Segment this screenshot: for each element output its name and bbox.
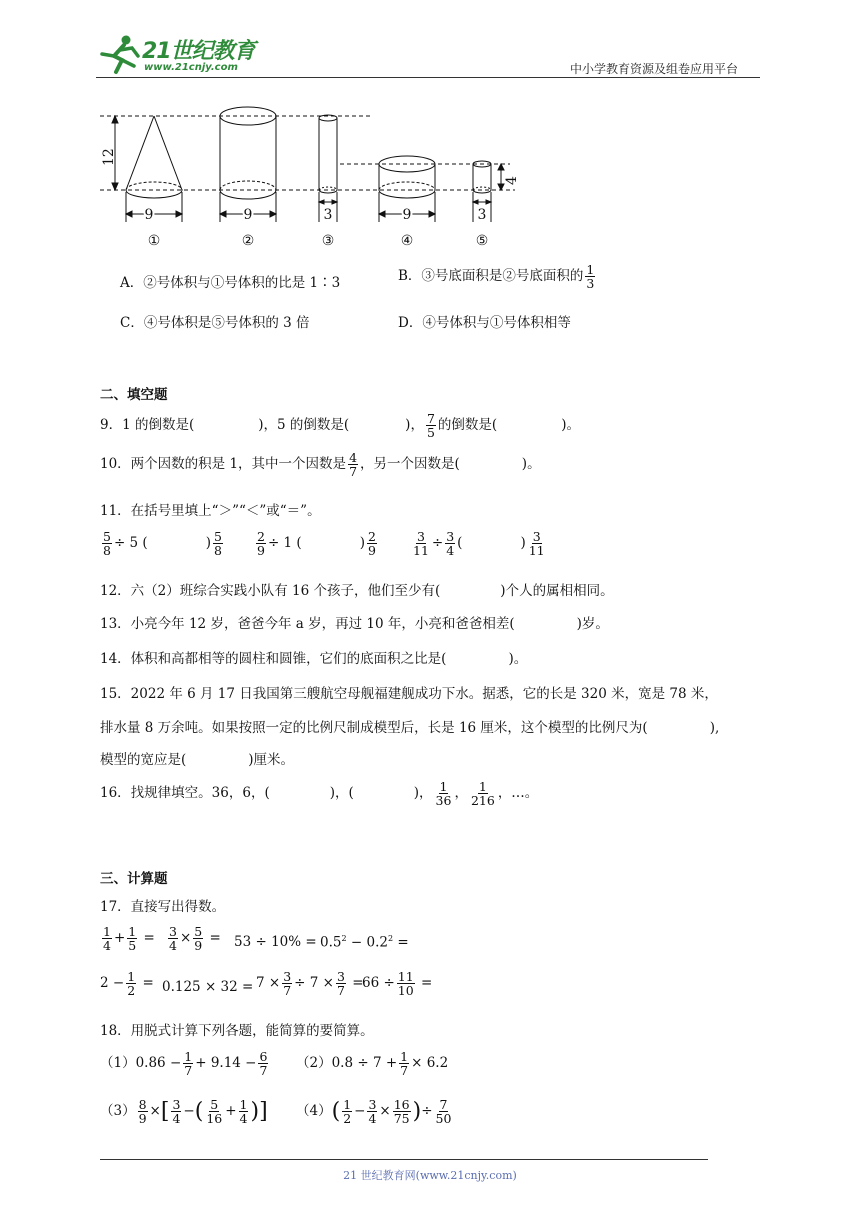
q11-expression-3: $\frac{3}{11}$ ÷ $\frac{3}{4}$ ( ) $\frac{3}{11}$ (413, 529, 545, 559)
q8-option-c: C．④号体积是⑤号体积的 3 倍 (120, 315, 310, 331)
height-12-label: 12 (101, 148, 117, 166)
q17-item-1: $\frac{1}{4}$ + $\frac{1}{5}$ = (103, 924, 155, 954)
q8-option-b: B．③号底面积是②号底面积的 $\frac{1}{3}$ (398, 262, 595, 292)
q17-item-2: $\frac{3}{4}$ × $\frac{5}{9}$ = (169, 924, 221, 954)
question-15-line-2: 排水量 8 万余吨。如果按照一定的比例尺制成模型后，长是 16 厘米，这个模型的比例尺为( ), (100, 720, 720, 736)
shape-number-1: ① (147, 233, 161, 249)
q8-option-a: A．②号体积与①号体积的比是 1∶3 (120, 275, 341, 291)
section-2-title: 二、填空题 (100, 387, 168, 403)
question-11: 11．在括号里填上“＞”“＜”或“＝”。 (100, 503, 321, 519)
question-10: 10．两个因数的积是 1，其中一个因数是 $\frac{4}{7}$ ，另一个因数是( )。 (100, 450, 541, 480)
solids-figure (95, 100, 520, 250)
question-15-line-3: 模型的宽应是( )厘米。 (100, 752, 295, 768)
runner-logo-icon (96, 34, 148, 76)
q17-item-6: 0.125 × 32 = (162, 979, 254, 995)
question-12: 12．六（2）班综合实践小队有 16 个孩子，他们至少有( )个人的属相相同。 (100, 583, 614, 599)
width-label-3: 3 (323, 207, 333, 223)
header-right-text: 中小学教育资源及组卷应用平台 (570, 62, 739, 76)
width-label-2: 9 (243, 207, 253, 223)
width-label-1: 9 (144, 207, 154, 223)
footer-text: 21 世纪教育网(www.21cnjy.com) (343, 1169, 517, 1182)
question-18: 18．用脱式计算下列各题，能简算的要简算。 (100, 1023, 374, 1039)
q17-item-5: 2 − $\frac{1}{2}$ = (100, 969, 154, 999)
question-13: 13．小亮今年 12 岁，爸爸今年 a 岁，再过 10 年，小亮和爸爸相差( )岁。 (100, 616, 609, 632)
question-17: 17．直接写出得数。 (100, 899, 226, 915)
fraction: $\frac{1}{3}$ (586, 262, 595, 292)
header-logo (96, 34, 266, 78)
question-16: 16．找规律填空。36，6，( )，( )， $\frac{1}{36}$ ， $\frac{1}{216}$ ，…。 (100, 779, 539, 809)
logo-url: www.21cnjy.com (144, 62, 238, 73)
question-14: 14．体积和高都相等的圆柱和圆锥，它们的底面积之比是( )。 (100, 651, 528, 667)
q18-part-4: （4）( $\frac{1}{2}$ − $\frac{3}{4}$ × $\frac{16}{75}$ )÷ $\frac{7}{50}$ (296, 1097, 452, 1127)
shape-number-3: ③ (321, 233, 335, 249)
header-rule (96, 77, 760, 78)
q17-item-8: 66 ÷ $\frac{11}{10}$ = (362, 969, 433, 999)
shape-number-5: ⑤ (475, 233, 489, 249)
section-3-title: 三、计算题 (100, 871, 168, 887)
shape-number-4: ④ (400, 233, 414, 249)
q18-part-3: （3） $\frac{8}{9}$ ×[ $\frac{3}{4}$ −( $\frac{5}{16}$ + $\frac{1}{4}$ )] (100, 1097, 268, 1127)
width-label-4: 9 (402, 207, 412, 223)
small-height-4-label: 4 (504, 176, 520, 185)
question-15-line-1: 15．2022 年 6 月 17 日我国第三艘航空母舰福建舰成功下水。据悉，它的长是 320 米，宽是 78 米， (100, 686, 718, 702)
q17-item-3: 53 ÷ 10% = (234, 934, 317, 950)
footer-rule (100, 1159, 708, 1160)
q17-item-4: $0.5^2 - 0.2^2$ = (320, 934, 409, 951)
q17-item-7: 7 × $\frac{3}{7}$ ÷ 7 × $\frac{3}{7}$ = (256, 969, 364, 999)
q8-option-d: D．④号体积与①号体积相等 (398, 315, 571, 331)
q11-expression-1: $\frac{5}{8}$ ÷ 5 ( ) $\frac{5}{8}$ (103, 529, 222, 559)
logo-text: 21世纪教育 (142, 39, 255, 64)
width-label-5: 3 (477, 207, 487, 223)
question-9: 9．1 的倒数是( )，5 的倒数是( )， $\frac{7}{5}$ 的倒数是( )。 (100, 411, 580, 441)
shape-number-2: ② (241, 233, 255, 249)
q18-part-1: （1）0.86 − $\frac{1}{7}$ + 9.14 − $\frac{6}{7}$ (100, 1049, 268, 1079)
q18-part-2: （2）0.8 ÷ 7 + $\frac{1}{7}$ × 6.2 (296, 1049, 449, 1079)
q11-expression-2: $\frac{2}{9}$ ÷ 1 ( ) $\frac{2}{9}$ (257, 529, 376, 559)
